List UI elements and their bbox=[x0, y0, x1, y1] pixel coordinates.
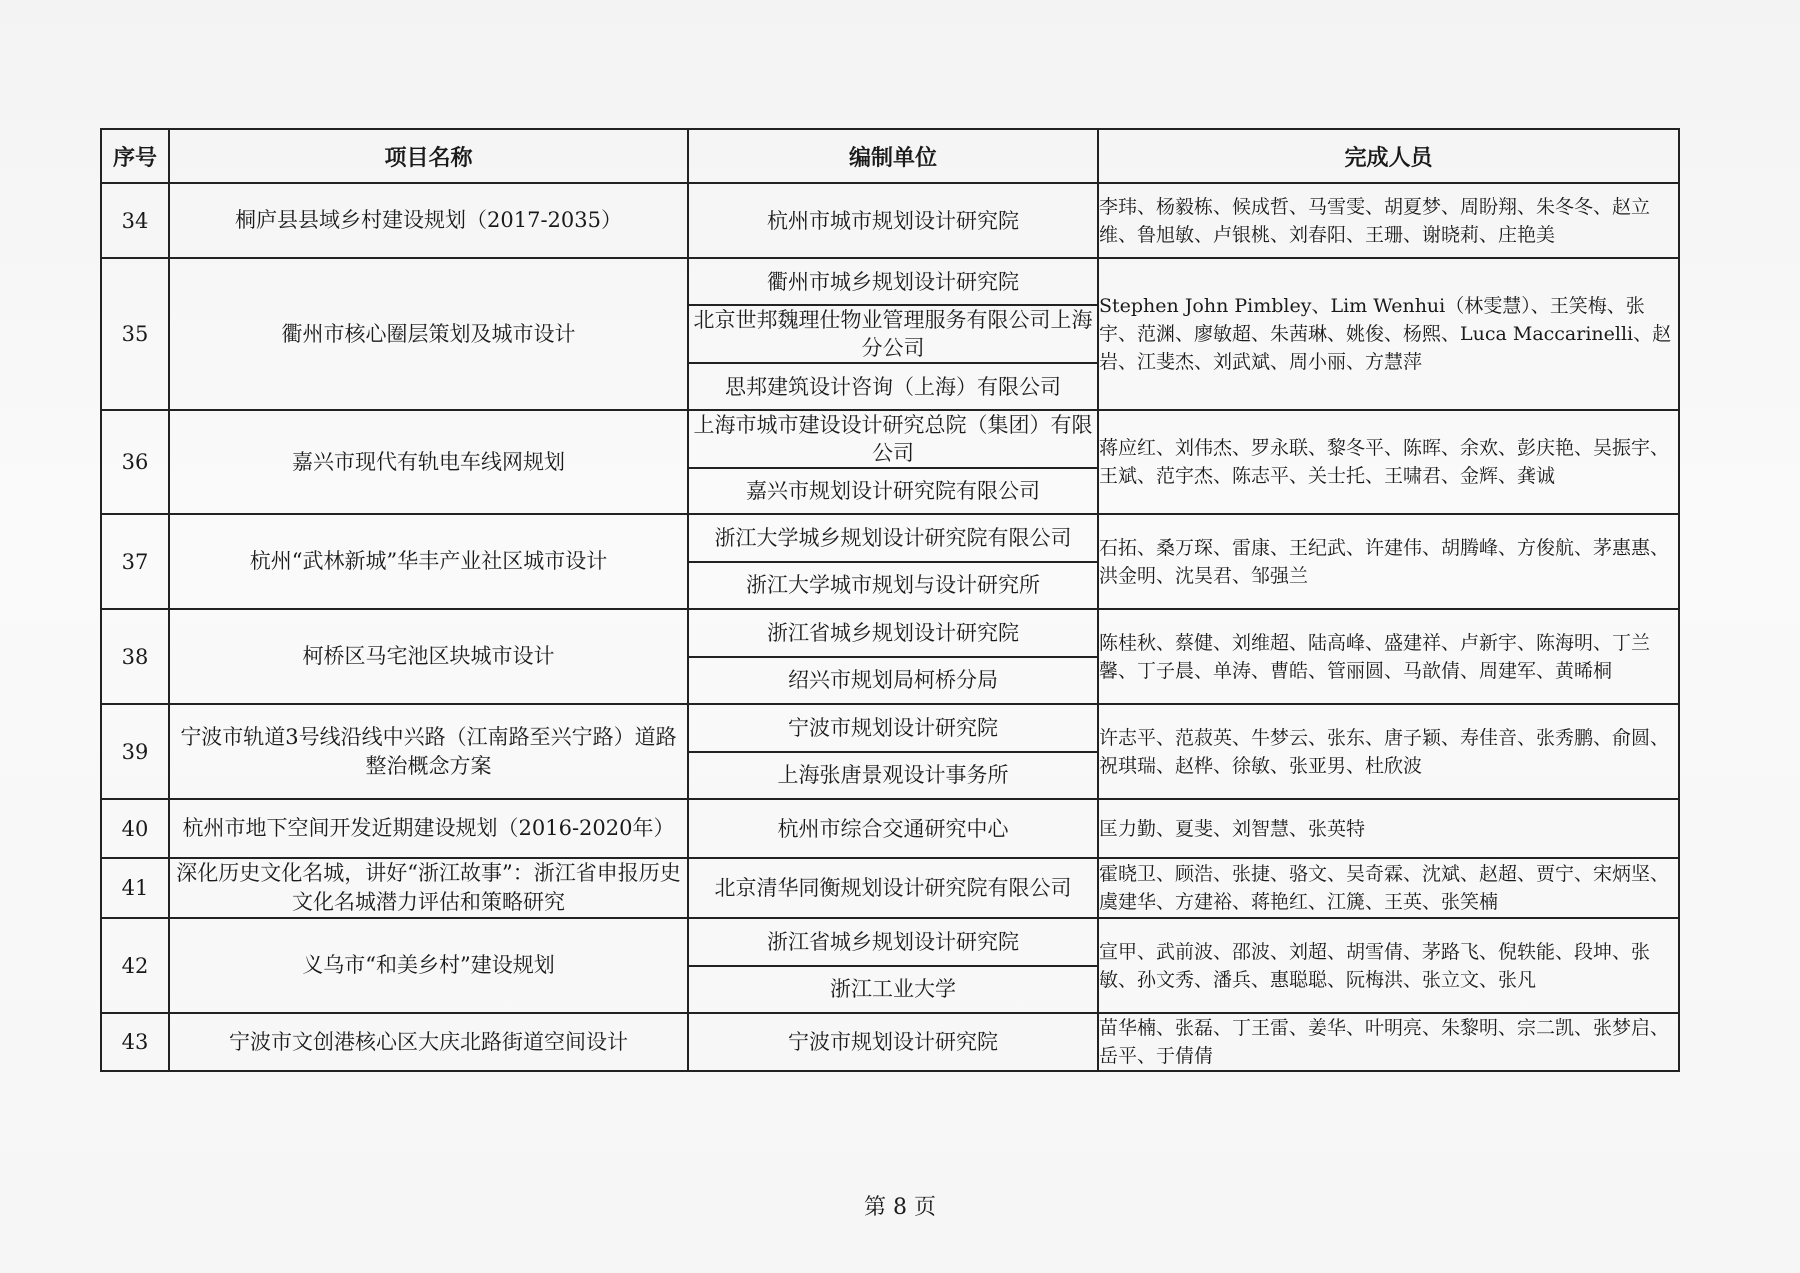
team-members: 霍晓卫、顾浩、张捷、骆文、吴奇霖、沈斌、赵超、贾宁、宋炳坚、虞建华、方建裕、蒋艳红、江篪、王英、张笑楠 bbox=[1098, 858, 1679, 918]
project-name: 桐庐县县域乡村建设规划（2017-2035） bbox=[169, 183, 688, 258]
compiling-unit: 杭州市综合交通研究中心 bbox=[777, 816, 1009, 841]
compiling-unit: 浙江省城乡规划设计研究院 bbox=[689, 919, 1097, 967]
header-people: 完成人员 bbox=[1098, 129, 1679, 183]
table-row bbox=[101, 410, 1679, 514]
unit-list bbox=[689, 1019, 1097, 1066]
table-row bbox=[101, 918, 1679, 1013]
row-number: 35 bbox=[101, 258, 169, 410]
table-row bbox=[101, 704, 1679, 799]
compiling-unit: 上海张唐景观设计事务所 bbox=[777, 763, 1009, 788]
header-unit: 编制单位 bbox=[688, 129, 1098, 183]
header-no: 序号 bbox=[101, 129, 169, 183]
compiling-unit: 宁波市规划设计研究院 bbox=[689, 705, 1097, 753]
compiling-unit: 浙江省城乡规划设计研究院 bbox=[689, 610, 1097, 658]
unit-list bbox=[689, 705, 1097, 798]
row-number: 38 bbox=[101, 609, 169, 704]
unit-list bbox=[689, 919, 1097, 1012]
row-number: 36 bbox=[101, 410, 169, 514]
unit-cell bbox=[688, 609, 1098, 704]
unit-cell bbox=[688, 799, 1098, 858]
table-row bbox=[101, 799, 1679, 858]
team-members: Stephen John Pimbley、Lim Wenhui（林雯慧）、王笑梅、张宇、范渊、廖敏超、朱茜琳、姚俊、杨熙、Luca Maccarinelli、赵岩、江斐杰、刘武斌、周小丽、方慧萍 bbox=[1098, 258, 1679, 410]
project-name: 宁波市文创港核心区大庆北路街道空间设计 bbox=[169, 1013, 688, 1071]
unit-cell bbox=[688, 918, 1098, 1013]
project-name: 义乌市“和美乡村”建设规划 bbox=[169, 918, 688, 1013]
table-row bbox=[101, 183, 1679, 258]
row-number: 42 bbox=[101, 918, 169, 1013]
unit-list bbox=[689, 259, 1097, 409]
compiling-unit: 北京清华同衡规划设计研究院有限公司 bbox=[714, 876, 1072, 900]
compiling-unit: 宁波市规划设计研究院 bbox=[788, 1030, 998, 1054]
row-number: 43 bbox=[101, 1013, 169, 1071]
row-number: 40 bbox=[101, 799, 169, 858]
unit-cell bbox=[688, 514, 1098, 609]
unit-list bbox=[689, 411, 1097, 513]
unit-cell bbox=[688, 704, 1098, 799]
row-number: 39 bbox=[101, 704, 169, 799]
project-name: 深化历史文化名城，讲好“浙江故事”：浙江省申报历史文化名城潜力评估和策略研究 bbox=[169, 858, 688, 918]
project-name: 嘉兴市现代有轨电车线网规划 bbox=[169, 410, 688, 514]
project-name: 杭州市地下空间开发近期建设规划（2016-2020年） bbox=[169, 799, 688, 858]
compiling-unit: 浙江大学城乡规划设计研究院有限公司 bbox=[689, 515, 1097, 563]
table-row bbox=[101, 609, 1679, 704]
unit-list bbox=[689, 800, 1097, 857]
compiling-unit: 嘉兴市规划设计研究院有限公司 bbox=[746, 479, 1040, 503]
awards-table bbox=[100, 128, 1680, 1072]
table-row bbox=[101, 258, 1679, 410]
project-name: 柯桥区马宅池区块城市设计 bbox=[169, 609, 688, 704]
compiling-unit: 北京世邦魏理仕物业管理服务有限公司上海分公司 bbox=[689, 306, 1097, 364]
compiling-unit: 杭州市城市规划设计研究院 bbox=[767, 208, 1019, 233]
team-members: 匡力勤、夏斐、刘智慧、张英特 bbox=[1098, 799, 1679, 858]
team-members: 苗华楠、张磊、丁王雷、姜华、叶明亮、朱黎明、宗二凯、张梦启、岳平、于倩倩 bbox=[1098, 1013, 1679, 1071]
compiling-unit: 绍兴市规划局柯桥分局 bbox=[788, 668, 998, 693]
unit-list bbox=[689, 515, 1097, 608]
team-members: 许志平、范菽英、牛梦云、张东、唐子颖、寿佳音、张秀鹏、俞圆、祝琪瑞、赵桦、徐敏、张亚男、杜欣波 bbox=[1098, 704, 1679, 799]
unit-list bbox=[689, 860, 1097, 916]
row-number: 41 bbox=[101, 858, 169, 918]
unit-cell bbox=[688, 258, 1098, 410]
compiling-unit: 思邦建筑设计咨询（上海）有限公司 bbox=[725, 374, 1061, 399]
unit-cell bbox=[688, 410, 1098, 514]
page-number: 第 8 页 bbox=[864, 1195, 936, 1220]
project-name: 杭州“武林新城”华丰产业社区城市设计 bbox=[169, 514, 688, 609]
team-members: 蒋应红、刘伟杰、罗永联、黎冬平、陈晖、余欢、彭庆艳、吴振宇、王斌、范宇杰、陈志平、关士托、王啸君、金辉、龚诚 bbox=[1098, 410, 1679, 514]
unit-cell bbox=[688, 183, 1098, 258]
row-number: 34 bbox=[101, 183, 169, 258]
row-number: 37 bbox=[101, 514, 169, 609]
project-name: 衢州市核心圈层策划及城市设计 bbox=[169, 258, 688, 410]
team-members: 李玮、杨毅栋、候成哲、马雪雯、胡夏梦、周盼翔、朱冬冬、赵立维、鲁旭敏、卢银桃、刘春阳、王珊、谢晓莉、庄艳美 bbox=[1098, 183, 1679, 258]
unit-list bbox=[689, 184, 1097, 257]
compiling-unit: 衢州市城乡规划设计研究院 bbox=[689, 259, 1097, 306]
unit-list bbox=[689, 610, 1097, 703]
unit-cell bbox=[688, 1013, 1098, 1071]
table-body bbox=[101, 183, 1679, 1071]
table-row bbox=[101, 858, 1679, 918]
unit-cell bbox=[688, 858, 1098, 918]
header-project-name: 项目名称 bbox=[169, 129, 688, 183]
team-members: 陈桂秋、蔡健、刘维超、陆高峰、盛建祥、卢新宇、陈海明、丁兰馨、丁子晨、单涛、曹皓、管丽圆、马歆倩、周建军、黄晞桐 bbox=[1098, 609, 1679, 704]
table-header-row bbox=[101, 129, 1679, 183]
compiling-unit: 浙江大学城市规划与设计研究所 bbox=[746, 573, 1040, 598]
compiling-unit: 上海市城市建设设计研究总院（集团）有限公司 bbox=[689, 411, 1097, 469]
table-row bbox=[101, 514, 1679, 609]
table-row bbox=[101, 1013, 1679, 1071]
team-members: 石拓、桑万琛、雷康、王纪武、许建伟、胡腾峰、方俊航、茅惠惠、洪金明、沈昊君、邹强兰 bbox=[1098, 514, 1679, 609]
project-name: 宁波市轨道3号线沿线中兴路（江南路至兴宁路）道路整治概念方案 bbox=[169, 704, 688, 799]
team-members: 宣甲、武前波、邵波、刘超、胡雪倩、茅路飞、倪轶能、段坤、张敏、孙文秀、潘兵、惠聪聪、阮梅洪、张立文、张凡 bbox=[1098, 918, 1679, 1013]
compiling-unit: 浙江工业大学 bbox=[830, 977, 956, 1002]
